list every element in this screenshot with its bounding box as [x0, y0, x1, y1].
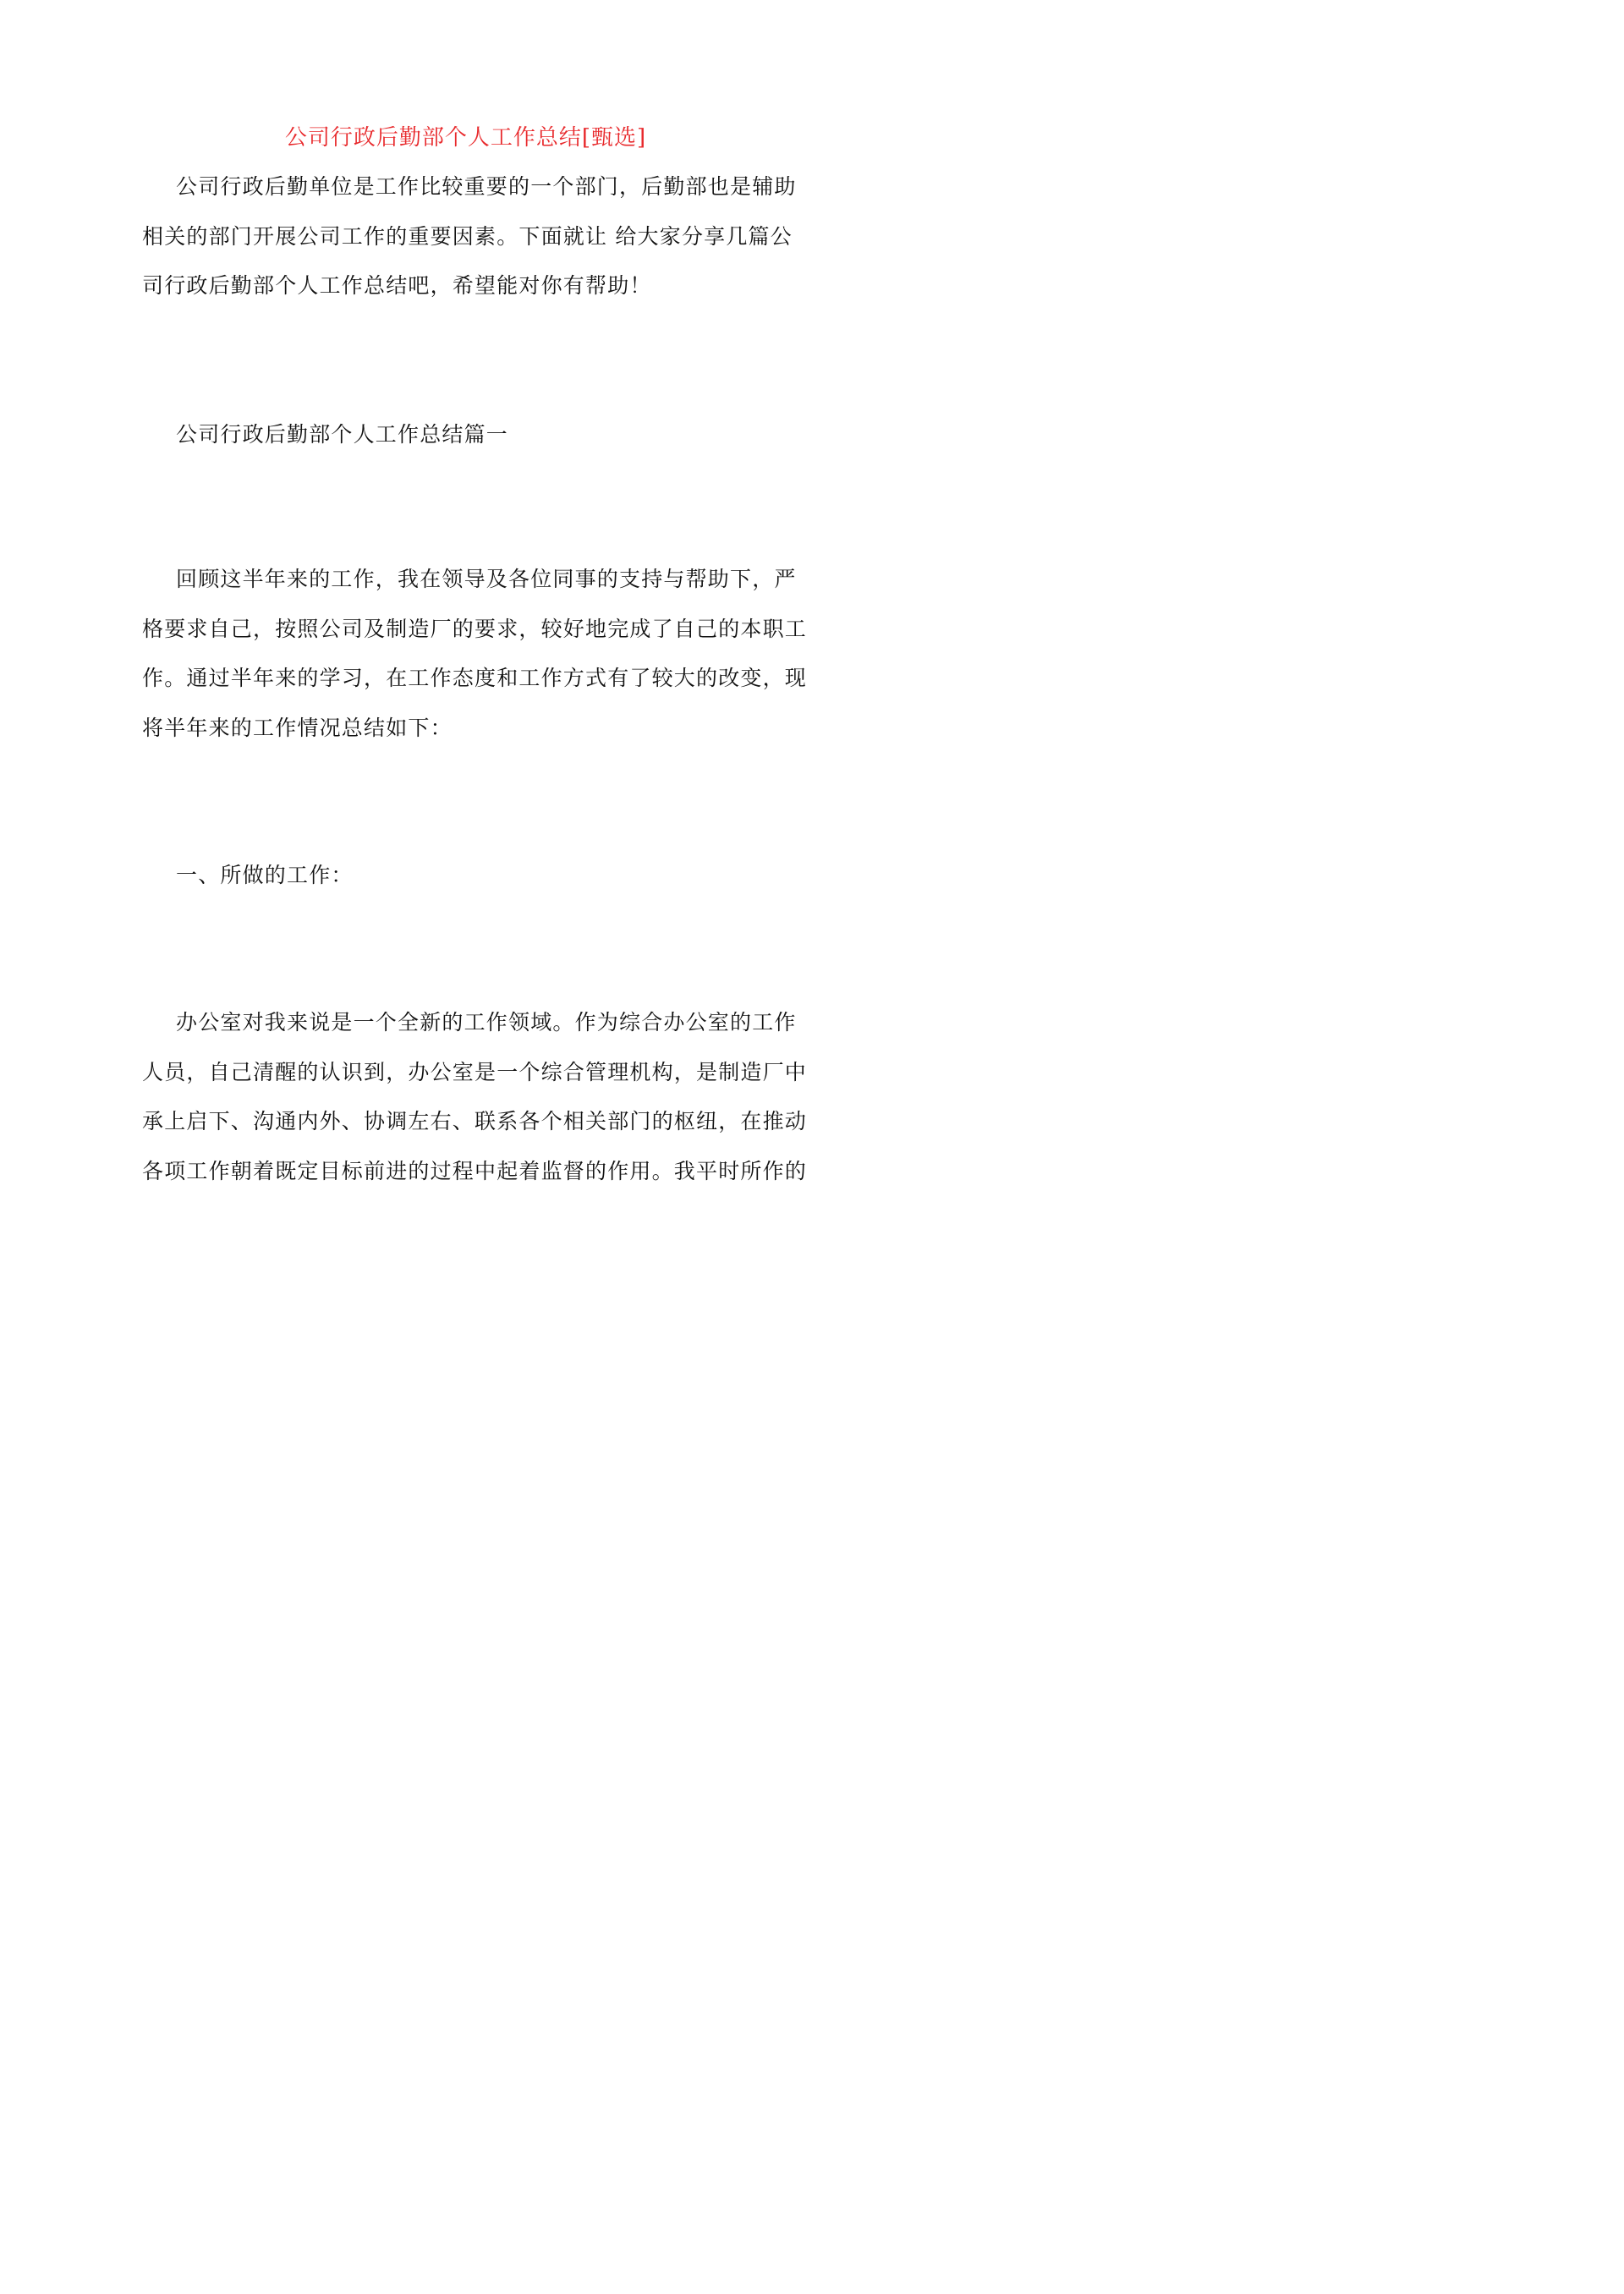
- document-page: [0, 0, 931, 1317]
- office-line-1: 办公室对我来说是一个全新的工作领域。作为综合办公室的工作: [176, 1010, 797, 1034]
- subheading: 一、所做的工作：: [176, 863, 354, 887]
- intro-line-1: 公司行政后勤单位是工作比较重要的一个部门，后勤部也是辅助: [176, 174, 797, 199]
- office-line-3: 承上启下、沟通内外、协调左右、联系各个相关部门的枢纽，在推动: [142, 1109, 808, 1133]
- intro-line-2: 相关的部门开展公司工作的重要因素。下面就让 给大家分享几篇公: [142, 224, 793, 249]
- office-line-4: 各项工作朝着既定目标前进的过程中起着监督的作用。我平时所作的: [142, 1159, 808, 1183]
- office-line-2: 人员，自己清醒的认识到，办公室是一个综合管理机构，是制造厂中: [142, 1060, 808, 1084]
- review-line-4: 将半年来的工作情况总结如下：: [142, 716, 453, 740]
- intro-line-3: 司行政后勤部个人工作总结吧，希望能对你有帮助！: [142, 273, 652, 298]
- document-title: 公司行政后勤部个人工作总结[甄选]: [284, 125, 647, 151]
- review-line-1: 回顾这半年来的工作，我在领导及各位同事的支持与帮助下，严: [176, 567, 797, 591]
- section-heading: 公司行政后勤部个人工作总结篇一: [176, 422, 509, 447]
- review-line-3: 作。通过半年来的学习，在工作态度和工作方式有了较大的改变，现: [142, 666, 808, 690]
- review-line-2: 格要求自己，按照公司及制造厂的要求，较好地完成了自己的本职工: [142, 617, 808, 641]
